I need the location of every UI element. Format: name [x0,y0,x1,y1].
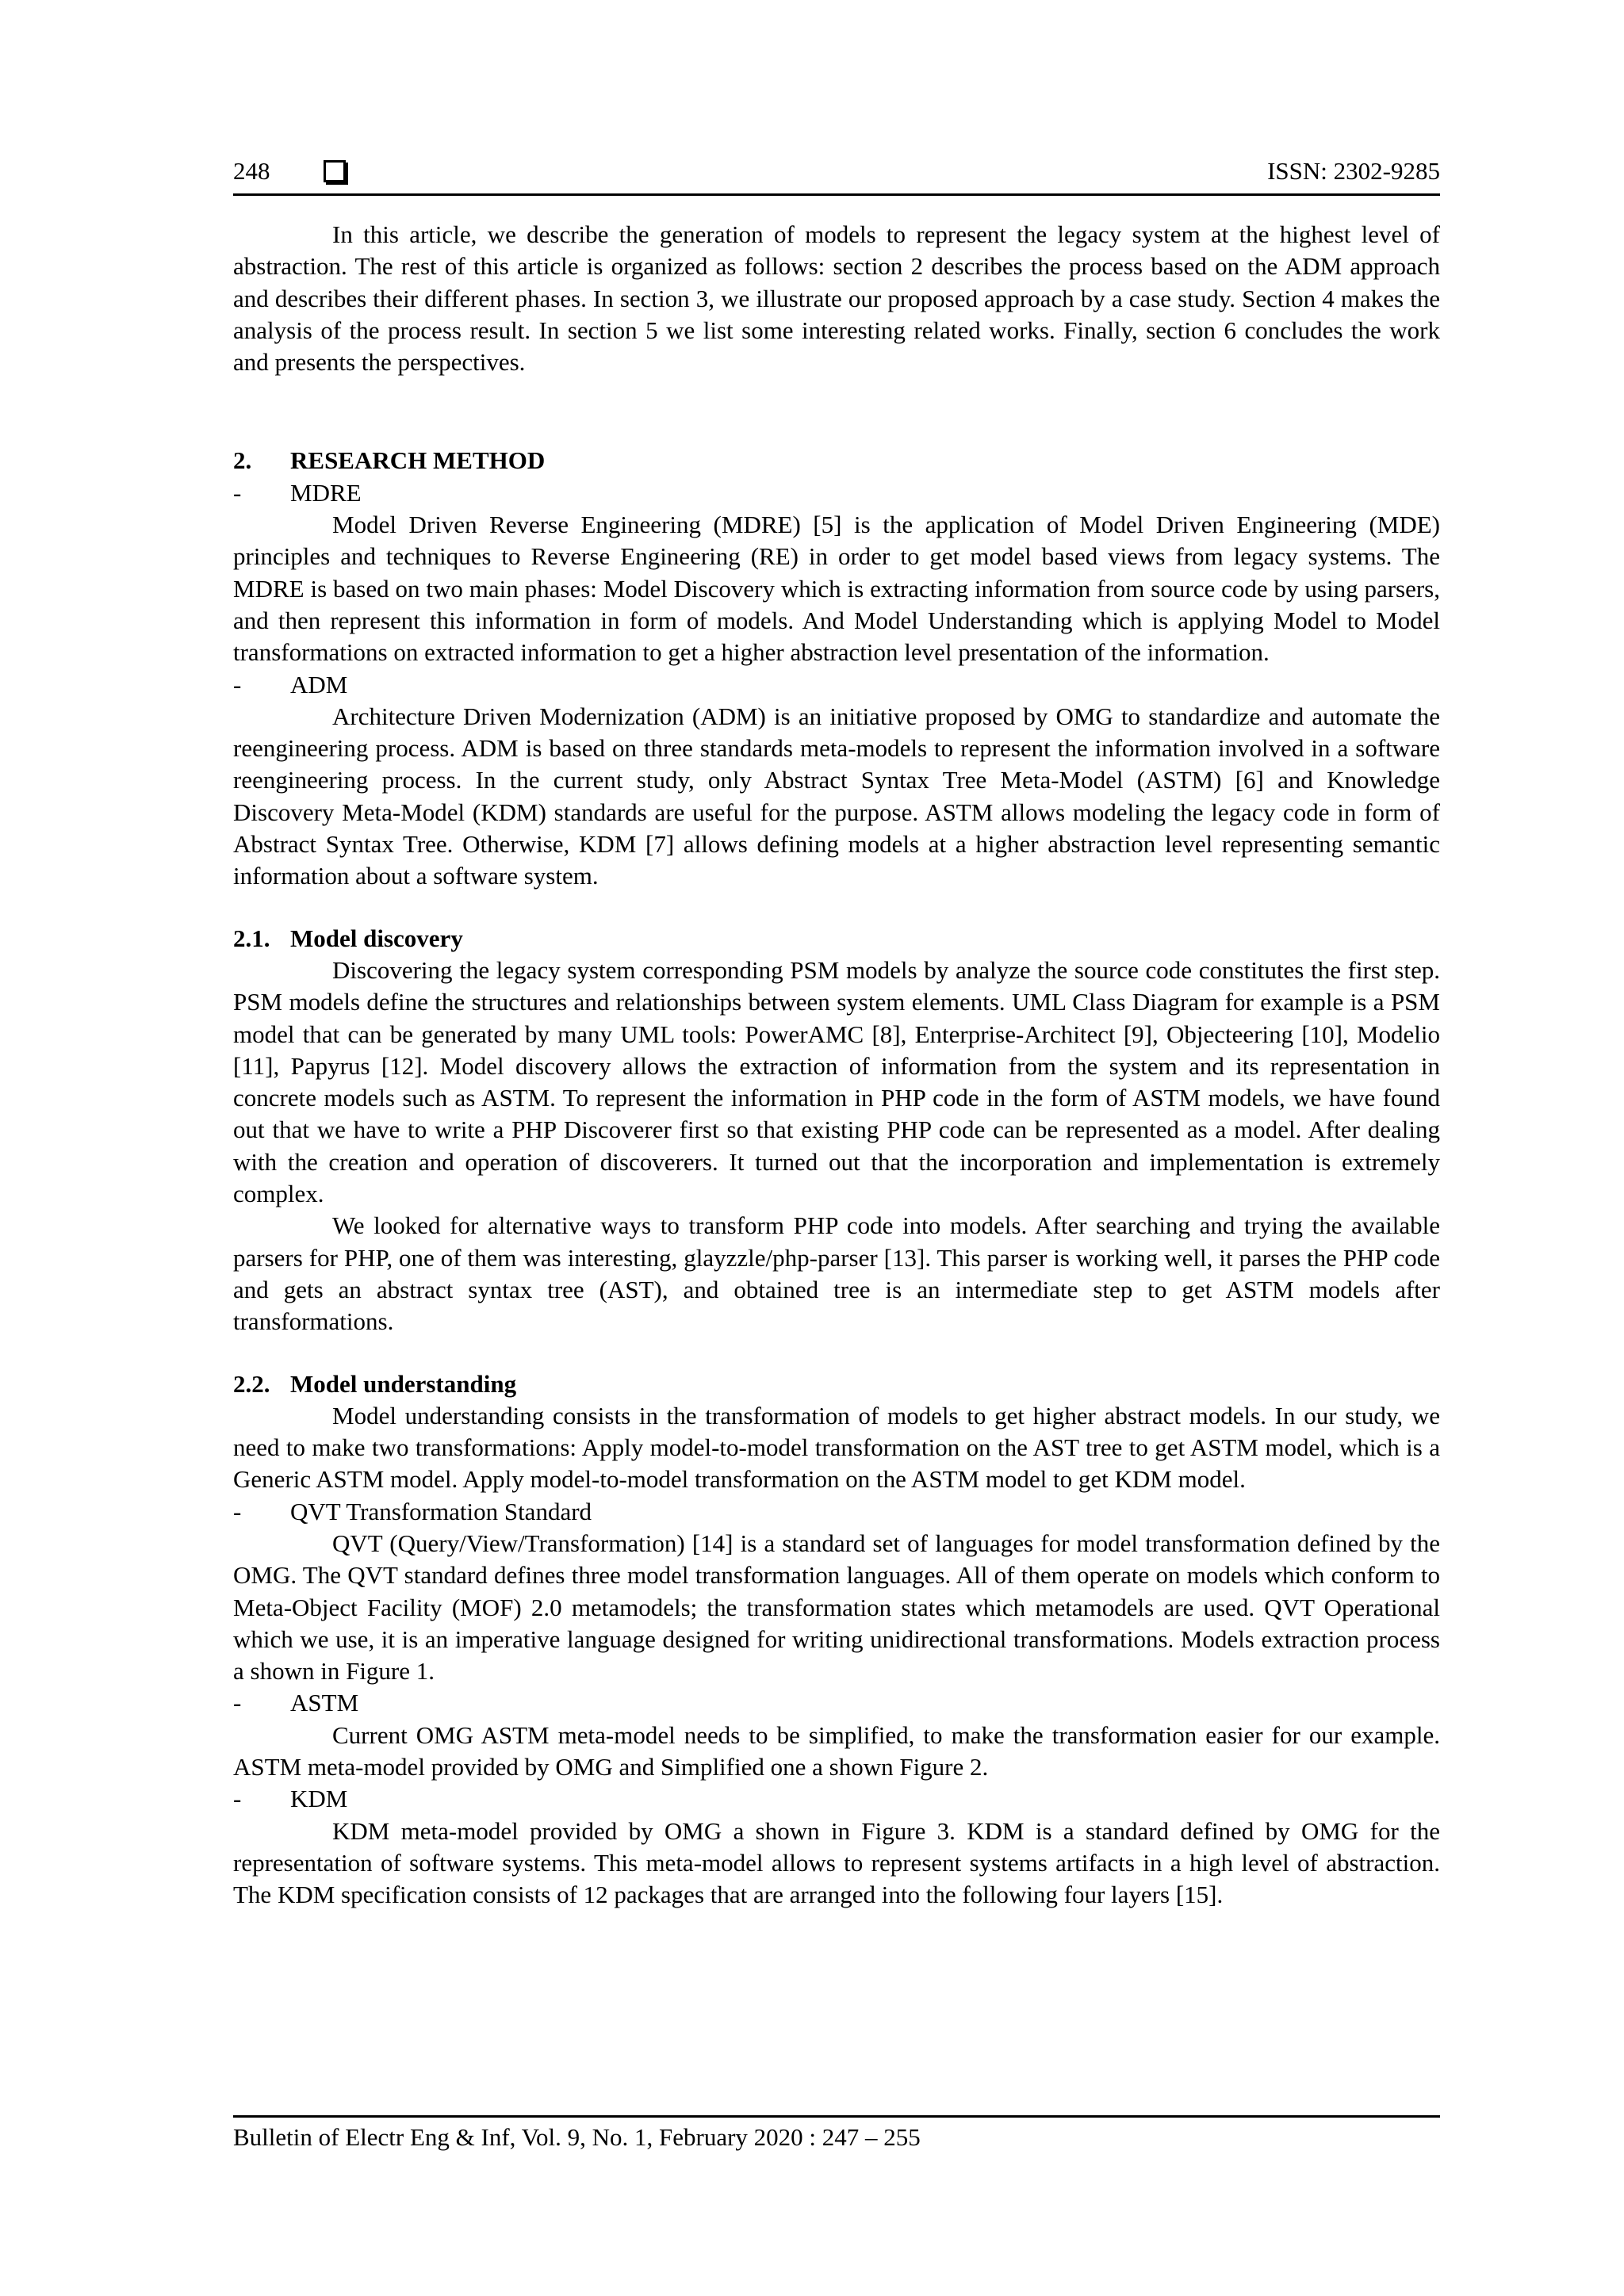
subsection-heading [233,923,1440,955]
bullet-dash: - [233,670,242,698]
intro-paragraph: In this article, we describe the generation of models to represent the legacy system at the highest level of abstraction. The rest of this article is organized as follows: section 2 describes the process based on the ADM approach and describes their different phases. In section 3, we illustrate our proposed approach by a case study. Section 4 makes the analysis of the process result. In section 5 we list some interesting related works. Finally, section 6 concludes the work and presents the perspectives. [233,220,1440,377]
bullet-label: KDM [290,1785,348,1813]
page-header [233,155,1440,193]
subsection-title: Model understanding [290,1369,517,1398]
subsection-title: Model discovery [290,924,463,952]
section-heading [233,445,1440,476]
bullet-dash: - [233,1689,242,1717]
article-body [233,219,1440,1911]
bullet-qvt [233,1496,1440,1528]
square-bullet-icon [324,160,346,182]
subsection-heading [233,1368,1440,1400]
qvt-paragraph: QVT (Query/View/Transformation) [14] is a standard set of languages for model transformation defined by the OMG. The QVT standard defines three model transformation languages. All of them operate on models which conform to Meta-Object Facility (MOF) 2.0 metamodels; the transformation states which metamodels are used. QVT Operational which we use, it is an imperative language designed for writing unidirectional transformations. Models extraction process a shown in Figure 1. [233,1529,1440,1686]
footer-citation: Bulletin of Electr Eng & Inf, Vol. 9, No. 1, February 2020 : 247 – 255 [233,2123,921,2151]
section-number: 2. [233,446,252,475]
header-rule [233,193,1440,196]
bullet-adm [233,669,1440,701]
subsection-number: 2.2. [233,1369,270,1398]
page-number: 248 [233,157,270,185]
bullet-kdm [233,1783,1440,1815]
kdm-paragraph: KDM meta-model provided by OMG a shown in Figure 3. KDM is a standard defined by OMG for the representation of software systems. This meta-model allows to represent systems artifacts in a high level of abstraction. The KDM specification consists of 12 packages that are arranged into the following four layers [15]. [233,1816,1440,1909]
bullet-mdre [233,477,1440,509]
issn: ISSN: 2302-9285 [1267,157,1440,185]
subsection-number: 2.1. [233,924,270,952]
section-title: RESEARCH METHOD [290,446,546,475]
bullet-dash: - [233,1497,242,1525]
adm-paragraph: Architecture Driven Modernization (ADM) is an initiative proposed by OMG to standardize and automate the reengineering process. ADM is based on three standards meta-models to represent the information involved in a software reengineering process. In the current study, only Abstract Syntax Tree Meta-Model (ASTM) [6] and Knowledge Discovery Meta-Model (KDM) standards are useful for the purpose. ASTM allows modeling the legacy code in form of Abstract Syntax Tree. Otherwise, KDM [7] allows defining models at a higher abstraction level representing semantic information about a software system. [233,702,1440,890]
mdre-paragraph: Model Driven Reverse Engineering (MDRE) [5] is the application of Model Driven Engineering (MDE) principles and techniques to Reverse Engineering (RE) in order to get model based views from legacy systems. The MDRE is based on two main phases: Model Discovery which is extracting information from source code by using parsers, and then represent this information in form of models. And Model Understanding which is applying Model to Model transformations on extracted information to get a higher abstraction level presentation of the information. [233,511,1440,667]
bullet-label: MDRE [290,478,362,507]
bullet-astm [233,1687,1440,1719]
astm-paragraph: Current OMG ASTM meta-model needs to be simplified, to make the transformation easier for our example. ASTM meta-model provided by OMG and Simplified one a shown Figure 2. [233,1720,1440,1781]
bullet-dash: - [233,1785,242,1813]
model-understanding-paragraph: Model understanding consists in the transformation of models to get higher abstract models. In our study, we need to make two transformations: Apply model-to-model transformation on the AST tree to get ASTM model, which is a Generic ASTM model. Apply model-to-model transformation on the ASTM model to get KDM model. [233,1401,1440,1494]
bullet-label: QVT Transformation Standard [290,1497,592,1525]
bullet-dash: - [233,478,242,507]
bullet-label: ADM [290,670,348,698]
footer-rule [233,2115,1440,2118]
model-discovery-paragraph-1: Discovering the legacy system corresponding PSM models by analyze the source code constitutes the first step. PSM models define the structures and relationships between system elements. UML Class Diagram for example is a PSM model that can be generated by many UML tools: PowerAMC [8], Enterprise-Architect [9], Objecteering [10], Modelio [11], Papyrus [12]. Model discovery allows the extraction of information from the system and its representation in concrete models such as ASTM. To represent the information in PHP code in the form of ASTM models, we have found out that we have to write a PHP Discoverer first so that existing PHP code can be represented as a model. After dealing with the creation and operation of discoverers. It turned out that the incorporation and implementation is extremely complex. [233,955,1440,1208]
bullet-label: ASTM [290,1689,359,1717]
model-discovery-paragraph-2: We looked for alternative ways to transform PHP code into models. After searching and trying the available parsers for PHP, one of them was interesting, glayzzle/php-parser [13]. This parser is working well, it parses the PHP code and gets an abstract syntax tree (AST), and obtained tree is an intermediate step to get ASTM models after transformations. [233,1211,1440,1336]
